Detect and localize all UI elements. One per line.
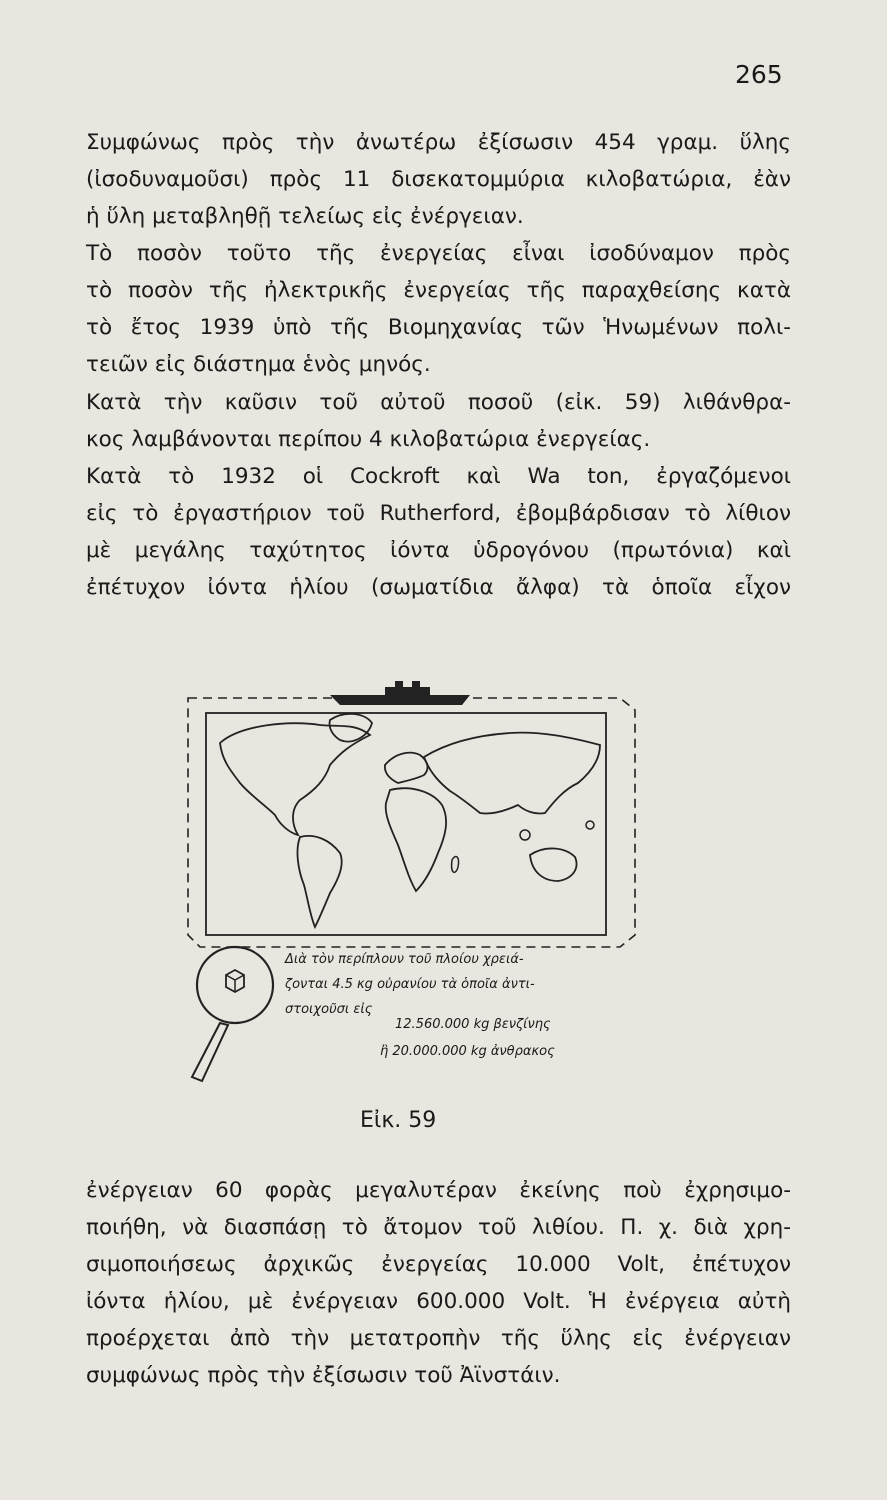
text-line: μὲ μεγάλης ταχύτητος ἰόντα ὑδρογόνου (πρωτόνια) καὶ: [86, 538, 791, 563]
text-line: ἐπέτυχον ἰόντα ἡλίου (σωματίδια ἄλφα) τὰ ὁποῖα εἶχον: [86, 575, 791, 600]
paragraph-1: [86, 124, 791, 235]
madagascar-outline: [452, 856, 459, 872]
paragraph-4: [86, 458, 791, 606]
text-line: (ἰσοδυναμοῦσι) πρὸς 11 δισεκατομμύρια κιλοβατώρια, ἐὰν: [86, 167, 791, 192]
world-map-illustration: [180, 665, 650, 1085]
text-line: Κατὰ τὴν καῦσιν τοῦ αὐτοῦ ποσοῦ (εἰκ. 59) λιθάνθρα-: [86, 390, 791, 415]
ship-route-dashed-line: [188, 698, 635, 947]
ship-icon: [330, 681, 470, 705]
text-line: εἰς τὸ ἐργαστήριον τοῦ Rutherford, ἐβομβάρδισαν τὸ λίθιον: [86, 501, 791, 526]
text-line: Κατὰ τὸ 1932 οἱ Cockroft καὶ Wa ton, ἐργαζόμενοι: [86, 464, 791, 489]
figure-note-line: 12.560.000 kg βενζίνης: [395, 1017, 551, 1032]
text-line: Τὸ ποσὸν τοῦτο τῆς ἐνεργείας εἶναι ἰσοδύναμον πρὸς: [86, 241, 791, 266]
north-america-outline: [220, 723, 370, 835]
figure-note-line: στοιχοῦσι εἰς: [285, 1002, 373, 1017]
uranium-cube-icon: [226, 970, 244, 992]
south-america-outline: [297, 836, 341, 927]
text-line: ἐνέργειαν 60 φορὰς μεγαλυτέραν ἐκείνης ποὺ ἐχρησιμο-: [86, 1178, 791, 1203]
asia-outline: [424, 733, 600, 814]
text-line: τὸ ποσὸν τῆς ἠλεκτρικῆς ἐνεργείας τῆς παραχθείσης κατὰ: [86, 278, 791, 303]
magnifying-glass-icon: [192, 947, 273, 1081]
paragraph-5: [86, 1172, 791, 1394]
text-line: ἡ ὕλη μεταβληθῇ τελείως εἰς ἐνέργειαν.: [86, 204, 524, 229]
figure-note-line: ζονται 4.5 κg οὐρανίου τὰ ὁποῖα ἀντι-: [285, 977, 535, 992]
text-line: συμφώνως πρὸς τὴν ἐξίσωσιν τοῦ Ἀϊνστάιν.: [86, 1363, 561, 1388]
island-mark: [520, 830, 530, 840]
europe-outline: [385, 753, 428, 783]
text-line: κος λαμβάνονται περίπου 4 κιλοβατώρια ἐνεργείας.: [86, 427, 651, 452]
text-line: ἰόντα ἡλίου, μὲ ἐνέργειαν 600.000 Volt. Ἡ ἐνέργεια αὐτὴ: [86, 1289, 791, 1314]
figure-note-line: ἢ 20.000.000 kg ἀνθρακος: [380, 1044, 555, 1059]
africa-outline: [386, 788, 446, 891]
text-line: τὸ ἔτος 1939 ὑπὸ τῆς Βιομηχανίας τῶν Ἡνωμένων πολι-: [86, 315, 791, 340]
australia-outline: [530, 848, 576, 881]
island-mark: [586, 821, 594, 829]
text-line: Συμφώνως πρὸς τὴν ἀνωτέρω ἐξίσωσιν 454 γραμ. ὕλης: [86, 130, 791, 155]
text-line: προέρχεται ἀπὸ τὴν μετατροπὴν τῆς ὕλης εἰς ἐνέργειαν: [86, 1326, 791, 1351]
paragraph-3: [86, 384, 791, 458]
map-frame: [206, 713, 606, 935]
text-line: ποιήθη, νὰ διασπάσῃ τὸ ἄτομον τοῦ λιθίου. Π. χ. διὰ χρη-: [86, 1215, 791, 1240]
figure-59: [180, 665, 650, 1085]
text-line: σιμοποιήσεως ἀρχικῶς ἐνεργείας 10.000 Volt, ἐπέτυχον: [86, 1252, 791, 1277]
figure-note-line: Διὰ τὸν περίπλουν τοῦ πλοίου χρειά-: [285, 952, 524, 967]
figure-caption: Εἰκ. 59: [360, 1108, 437, 1133]
page-number: 265: [735, 60, 783, 89]
text-line: τειῶν εἰς διάστημα ἑνὸς μηνός.: [86, 352, 431, 377]
paragraph-2: [86, 235, 791, 383]
